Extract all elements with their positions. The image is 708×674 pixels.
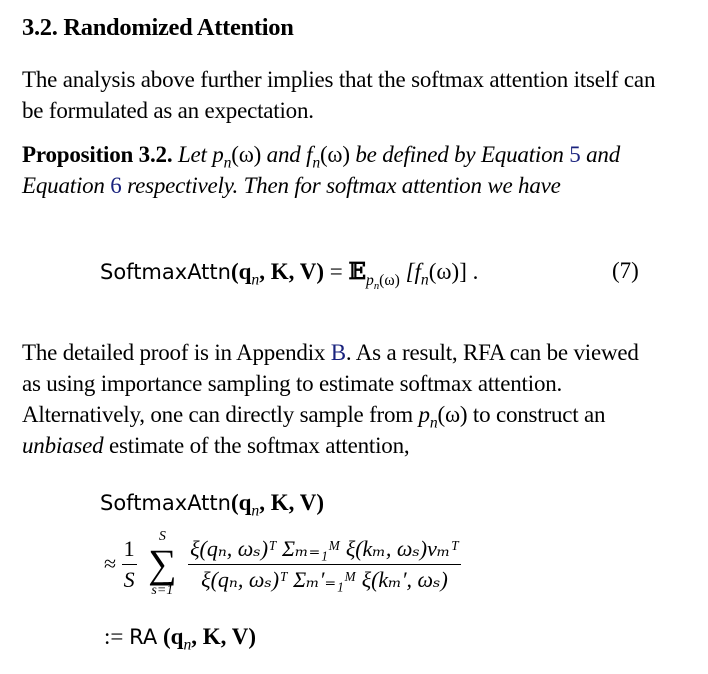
math-p: $p_n(\omega)$ — [212, 142, 262, 172]
proposition-block — [22, 139, 662, 201]
section-title: Randomized Attention — [63, 14, 294, 41]
section-heading — [22, 14, 294, 42]
equation-8-line1: $SoftmaxAttn(q_n$, K, V) — [100, 490, 324, 520]
emphasis-unbiased: unbiased — [22, 433, 104, 458]
paragraph-proof: The detailed proof is in Appendix B. As a result, RFA can be viewed as using importance sampling to estimate softmax attention. Alternatively, one can directly sample from $p_n(\omega)$ to construct an unbiased estimate of the softmax attention, — [22, 340, 639, 458]
equation-7: $SoftmaxAttn(q_n$, K, V) = 𝔼$_{p_n(\omega)}$ $[f_n(\omega)]$ . — [100, 258, 479, 292]
equation-5-link[interactable]: 5 — [569, 142, 581, 167]
section-number: 3.2. — [22, 14, 58, 41]
math-f: $f_n(\omega)$ — [306, 142, 350, 172]
fraction-main: $\frac{\text{ξ(qₙ, ωₛ)ᵀ Σₘ₌₁ᴹ ξ(kₘ, ωₛ)vₘᵀ}}{\text{ξ(qₙ, ωₛ)ᵀ Σₘ′₌₁ᴹ ξ(kₘ′, ωₛ)}}$ — [190, 535, 459, 592]
equation-8-line3: := RA ($q_n$, K, V) — [104, 624, 256, 654]
appendix-b-link[interactable]: B — [330, 340, 346, 365]
paragraph-intro: The analysis above further implies that the softmax attention itself can be formulated as an expectation. — [22, 67, 656, 123]
equation-8-line2: ≈ $\frac{1}{S}$ S ∑ s=1 $\frac{\text{ξ(qₙ, ωₛ)ᵀ Σₘ₌₁ᴹ ξ(kₘ, ωₛ)vₘᵀ}}{\text{ξ(qₙ, ωₛ)ᵀ Σₘ′₌₁ᴹ ξ(kₘ′, ωₛ)}}$ — [104, 529, 459, 598]
proposition-label: Proposition 3.2. — [22, 142, 173, 167]
sum-symbol: S ∑ s=1 — [148, 529, 177, 598]
equation-6-link[interactable]: 6 — [110, 173, 122, 198]
proposition-text: Let $p_n(\omega)$ and $f_n(\omega)$ be defined by Equation 5 and Equation 6 respectively. Then for softmax attention we have — [22, 142, 621, 198]
fraction-one-over-s: $\frac{1}{S}$ — [123, 535, 135, 592]
equation-number: (7) — [612, 258, 639, 283]
